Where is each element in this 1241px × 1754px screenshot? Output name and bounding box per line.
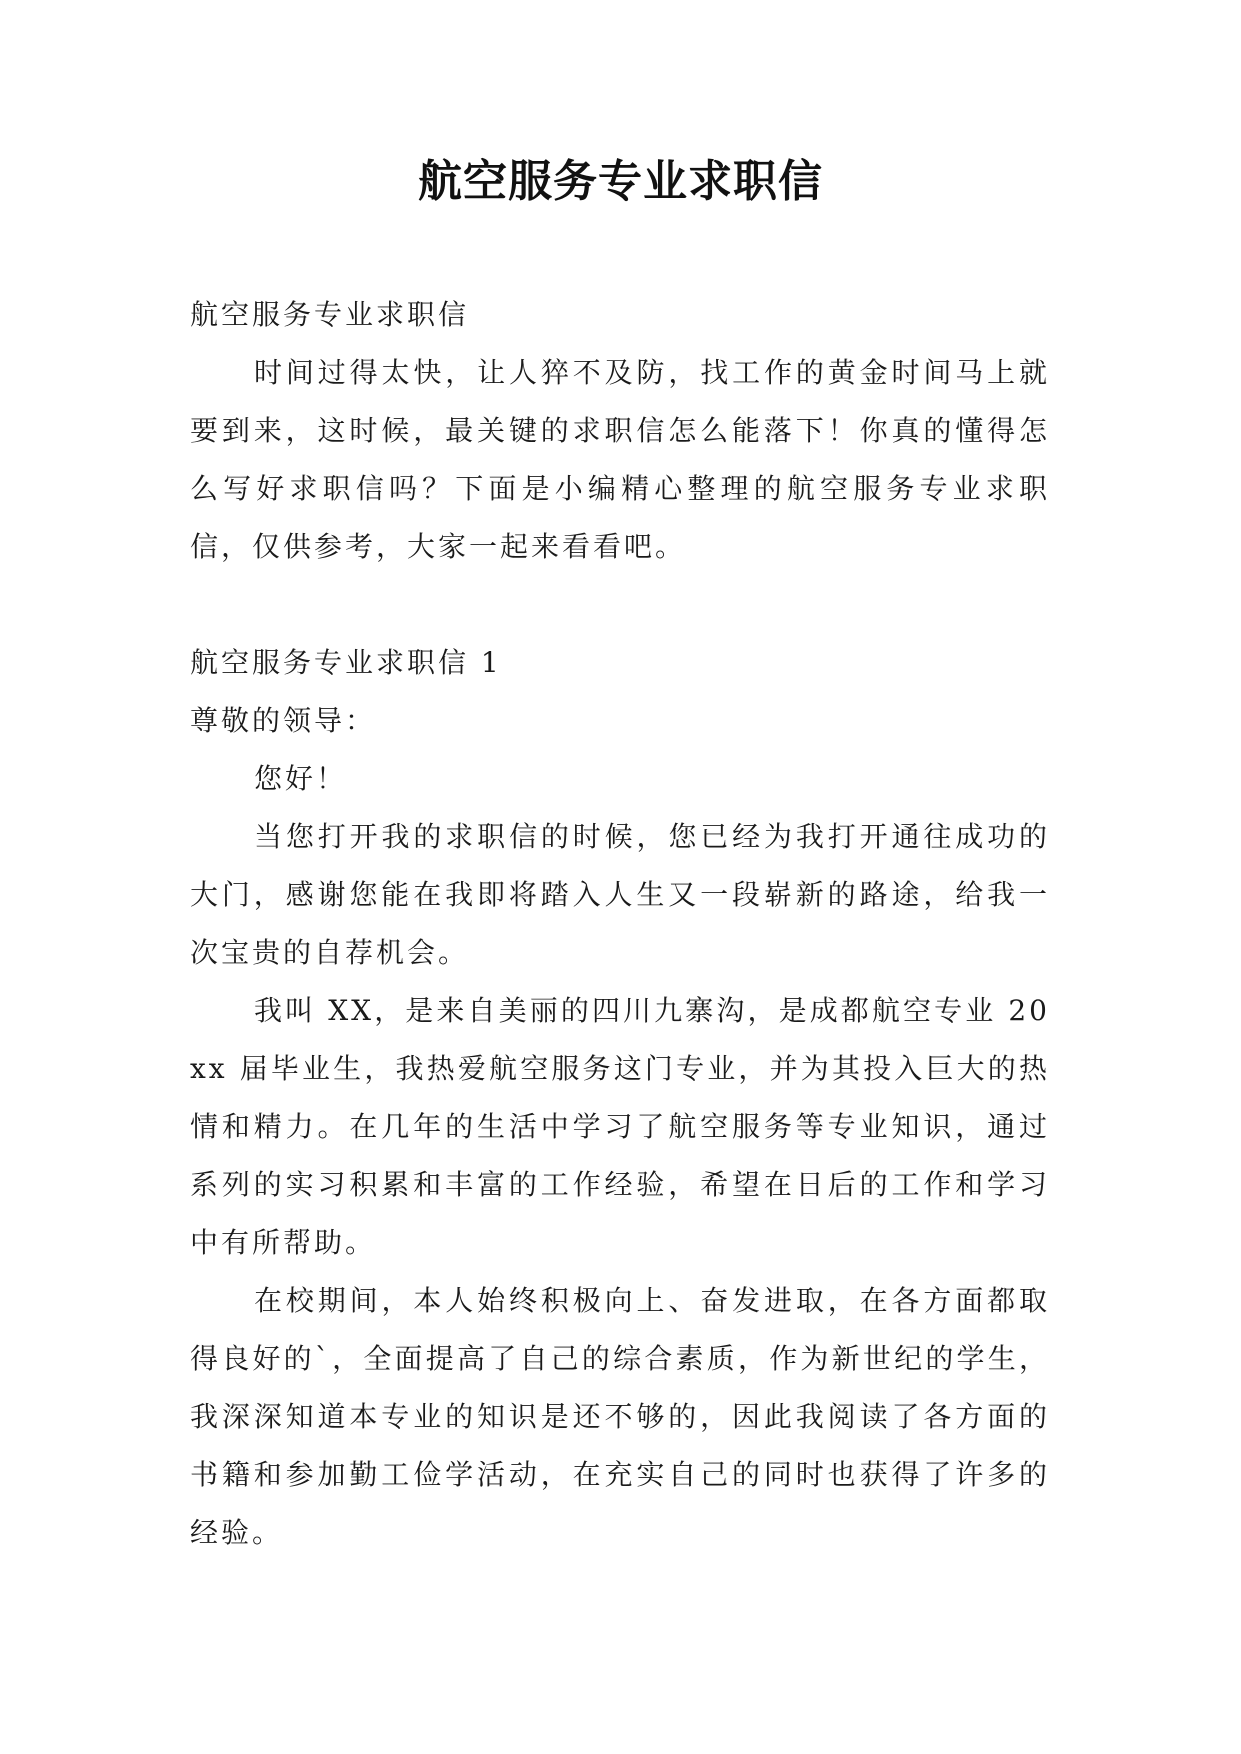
- letter-salutation: 尊敬的领导：: [190, 704, 377, 737]
- letter-paragraph-2: 我叫 XX，是来自美丽的四川九寨沟，是成都航空专业 20xx 届毕业生，我热爱航空服务这门专业，并为其投入巨大的热情和精力。在几年的生活中学习了航空服务等专业知识，通过系列的实习积累和丰富的工作经验，希望在日后的工作和学习中有所帮助。: [190, 994, 1050, 1259]
- letter-paragraph-1: 当您打开我的求职信的时候，您已经为我打开通往成功的大门，感谢您能在我即将踏入人生又一段崭新的路途，给我一次宝贵的自荐机会。: [190, 820, 1050, 969]
- section-spacer: [190, 576, 1050, 634]
- document-subtitle: 航空服务专业求职信: [190, 298, 470, 331]
- letter-paragraph-3: 在校期间，本人始终积极向上、奋发进取，在各方面都取得良好的`，全面提高了自己的综合素质，作为新世纪的学生，我深深知道本专业的知识是还不够的，因此我阅读了各方面的书籍和参加勤工俭学活动，在充实自己的同时也获得了许多的经验。: [190, 1284, 1050, 1549]
- letter-heading: 航空服务专业求职信 1: [190, 646, 502, 679]
- intro-paragraph: 时间过得太快，让人猝不及防，找工作的黄金时间马上就要到来，这时候，最关键的求职信怎么能落下！你真的懂得怎么写好求职信吗？下面是小编精心整理的航空服务专业求职信，仅供参考，大家一起来看看吧。: [190, 356, 1050, 563]
- page-title: 航空服务专业求职信: [418, 156, 823, 207]
- document-body: [190, 286, 1050, 1562]
- letter-greeting: 您好！: [254, 762, 348, 795]
